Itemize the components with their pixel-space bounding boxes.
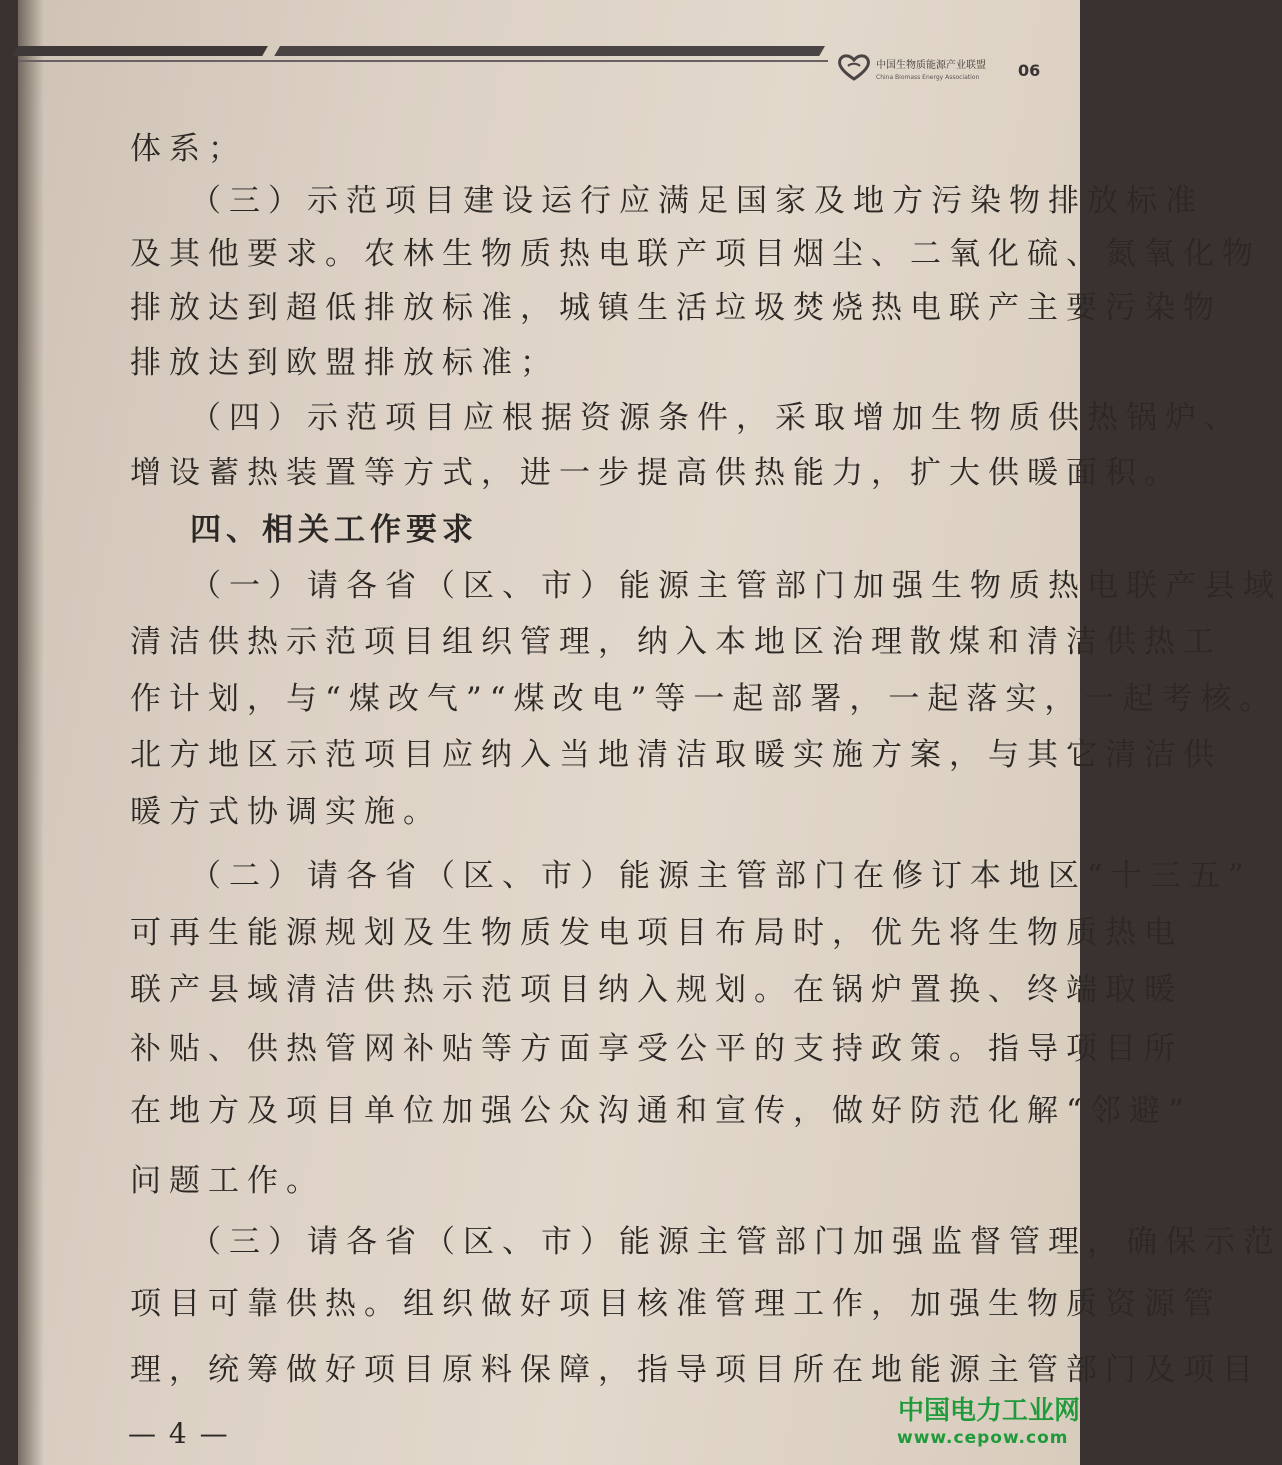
- body-line: 在地方及项目单位加强公众沟通和宣传，做好防范化解“邻避”: [130, 1093, 1192, 1129]
- body-line: （一）请各省（区、市）能源主管部门加强生物质热电联产县域: [190, 568, 1282, 604]
- body-line: 问题工作。: [130, 1163, 325, 1199]
- section-heading: 四、相关工作要求: [190, 512, 478, 548]
- body-line: 作计划，与“煤改气”“煤改电”等一起部署，一起落实，一起考核。: [130, 681, 1279, 717]
- body-line: 增设蓄热装置等方式，进一步提高供热能力，扩大供暖面积。: [130, 455, 1183, 491]
- body-line: （四）示范项目应根据资源条件，采取增加生物质供热锅炉、: [190, 400, 1243, 436]
- body-line: 暖方式协调实施。: [130, 794, 442, 830]
- body-line: 清洁供热示范项目组织管理，纳入本地区治理散煤和清洁供热工: [130, 624, 1222, 660]
- body-line: 北方地区示范项目应纳入当地清洁取暖实施方案，与其它清洁供: [130, 737, 1222, 773]
- watermark-name: 中国电力工业网: [898, 1396, 1081, 1426]
- header-bar-segment: [274, 46, 825, 56]
- body-line: 联产县域清洁供热示范项目纳入规划。在锅炉置换、终端取暖: [130, 972, 1183, 1008]
- watermark-url: www.cepow.com: [897, 1428, 1069, 1448]
- body-line: （三）请各省（区、市）能源主管部门加强监督管理，确保示范: [190, 1224, 1282, 1260]
- header-org-name-en: China Biomass Energy Association: [876, 74, 980, 81]
- body-line: 项目可靠供热。组织做好项目核准管理工作，加强生物质资源管: [130, 1286, 1222, 1322]
- header-bar: [18, 46, 828, 60]
- body-line: 可再生能源规划及生物质发电项目布局时，优先将生物质热电: [130, 915, 1183, 951]
- header-rule: [18, 60, 828, 62]
- header-page-number: 06: [1018, 61, 1041, 80]
- binding-shadow: [18, 0, 44, 1465]
- body-line: 排放达到欧盟排放标准；: [130, 345, 559, 381]
- body-line: 补贴、供热管网补贴等方面享受公平的支持政策。指导项目所: [130, 1031, 1183, 1067]
- document-page: [18, 0, 1282, 1465]
- body-line: 体系；: [130, 131, 247, 167]
- footer-page-number: — 4 —: [128, 1417, 230, 1450]
- body-line: 排放达到超低排放标准，城镇生活垃圾焚烧热电联产主要污染物: [130, 290, 1222, 326]
- body-line: （二）请各省（区、市）能源主管部门在修订本地区“十三五”: [190, 858, 1252, 894]
- header-org-name: 中国生物质能源产业联盟: [876, 60, 986, 71]
- body-line: 理，统筹做好项目原料保障，指导项目所在地能源主管部门及项目: [130, 1352, 1261, 1388]
- header-bar-segment: [12, 46, 268, 56]
- body-line: （三）示范项目建设运行应满足国家及地方污染物排放标准: [190, 183, 1204, 219]
- heart-logo-icon: [836, 52, 872, 82]
- body-line: 及其他要求。农林生物质热电联产项目烟尘、二氧化硫、氮氧化物: [130, 236, 1261, 272]
